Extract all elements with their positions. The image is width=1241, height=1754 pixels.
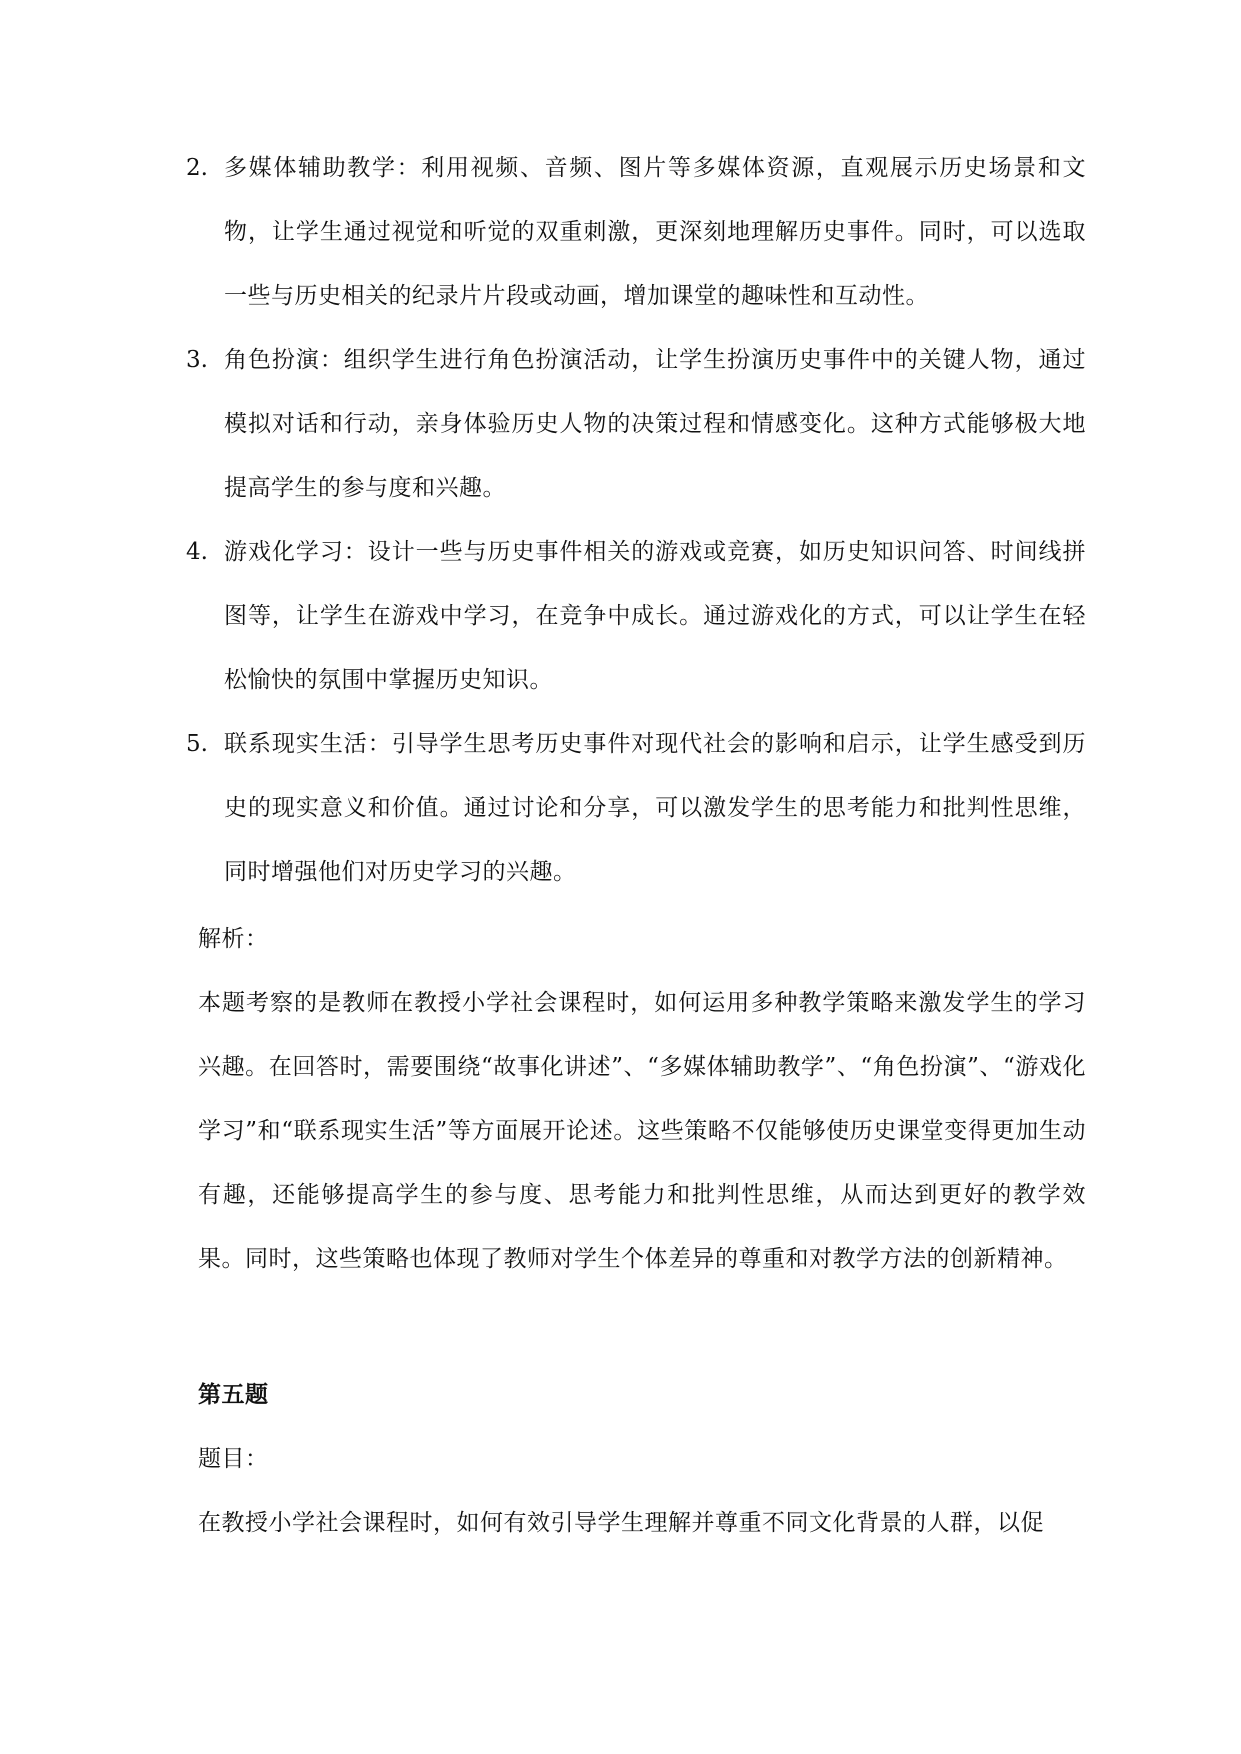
section-heading: 第五题 [198,1381,269,1408]
list-item-number: 2. [186,155,208,181]
question-label: 题目： [198,1446,269,1472]
list-item-number: 5. [186,731,208,757]
list-item-number: 4. [186,539,208,565]
list-item [186,712,1086,904]
list-item-number: 3. [186,347,208,373]
list-item [186,520,1086,712]
list-item-text: 角色扮演：组织学生进行角色扮演活动，让学生扮演历史事件中的关键人物，通过模拟对话和行动，亲身体验历史人物的决策过程和情感变化。这种方式能够极大地提高学生的参与度和兴趣。 [224,347,1086,501]
list-item [186,328,1086,520]
analysis-label: 解析： [198,926,269,952]
question-paragraph: 在教授小学社会课程时，如何有效引导学生理解并尊重不同文化背景的人群，以促 [198,1510,1044,1536]
strategy-list [186,136,1086,904]
list-item-text: 多媒体辅助教学：利用视频、音频、图片等多媒体资源，直观展示历史场景和文物，让学生通过视觉和听觉的双重刺激，更深刻地理解历史事件。同时，可以选取一些与历史相关的纪录片片段或动画，增加课堂的趣味性和互动性。 [224,155,1086,309]
list-item-text: 游戏化学习：设计一些与历史事件相关的游戏或竞赛，如历史知识问答、时间线拼图等，让学生在游戏中学习，在竞争中成长。通过游戏化的方式，可以让学生在轻松愉快的氛围中掌握历史知识。 [224,539,1086,693]
list-item-text: 联系现实生活：引导学生思考历史事件对现代社会的影响和启示，让学生感受到历史的现实意义和价值。通过讨论和分享，可以激发学生的思考能力和批判性思维，同时增强他们对历史学习的兴趣。 [224,731,1086,885]
analysis-paragraph: 本题考察的是教师在教授小学社会课程时，如何运用多种教学策略来激发学生的学习兴趣。在回答时，需要围绕“故事化讲述”、“多媒体辅助教学”、“角色扮演”、“游戏化学习”和“联系现实生活”等方面展开论述。这些策略不仅能够使历史课堂变得更加生动有趣，还能够提高学生的参与度、思考能力和批判性思维，从而达到更好的教学效果。同时，这些策略也体现了教师对学生个体差异的尊重和对教学方法的创新精神。 [198,990,1086,1272]
list-item [186,136,1086,328]
